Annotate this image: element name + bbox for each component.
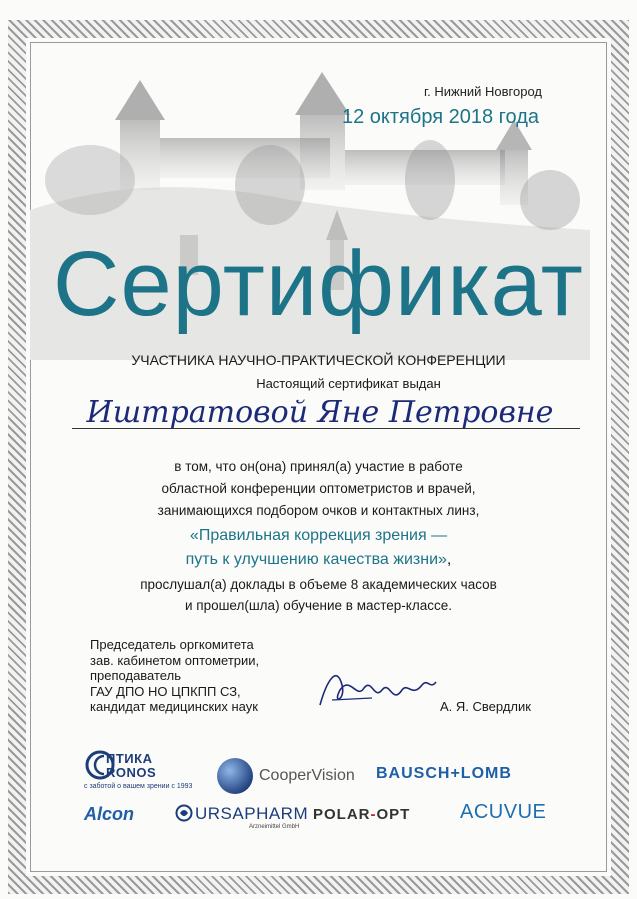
ursapharm-subtext: Arzneimittel GmbH <box>249 824 300 830</box>
issued-to-label: Настоящий сертификат выдан <box>256 376 441 391</box>
topic-line-2 <box>0 551 637 569</box>
body-line-2: областной конференции оптометристов и врачей, <box>161 481 476 496</box>
body-line-4: прослушал(а) доклады в объеме 8 академических часов <box>140 577 497 592</box>
signatory-titles <box>90 637 259 715</box>
signatory-name: А. Я. Свердлик <box>440 699 531 714</box>
optika-tagline: с заботой о вашем зрении с 1993 <box>84 783 193 790</box>
bausch-lomb-logo: BAUSCH+LOMB <box>376 765 512 782</box>
ursapharm-text: URSAPHARM <box>195 804 309 823</box>
coopervision-sphere-icon <box>215 756 255 796</box>
signatory-role-3: преподаватель <box>90 668 181 683</box>
optika-word-2: RONOS <box>106 765 157 780</box>
polar-right: OPT <box>376 806 411 823</box>
polar-left: POLAR <box>313 806 371 823</box>
topic-comma: , <box>446 551 452 568</box>
certificate-subtitle: УЧАСТНИКА НАУЧНО-ПРАКТИЧЕСКОЙ КОНФЕРЕНЦИИ <box>131 352 506 368</box>
ursapharm-swirl-icon <box>175 804 193 822</box>
acuvue-logo: ACUVUE <box>460 801 547 823</box>
handwritten-signature <box>312 660 442 720</box>
signatory-role-1: Председатель оргкомитета <box>90 637 254 652</box>
optika-word-1: ПТИКА <box>106 751 153 766</box>
body-line-1: в том, что он(она) принял(а) участие в работе <box>174 459 463 474</box>
recipient-name: Иштратовой Яне Петровне <box>86 395 554 430</box>
recipient-underline <box>72 428 580 429</box>
certificate-title: Сертификат <box>53 233 584 335</box>
signatory-role-5: кандидат медицинских наук <box>90 699 258 714</box>
body-line-3: занимающихся подбором очков и контактных линз, <box>157 503 480 518</box>
date: 12 октября 2018 года <box>341 106 539 128</box>
city: г. Нижний Новгород <box>423 84 542 99</box>
coopervision-text: CooperVision <box>259 767 355 784</box>
polar-dash: - <box>370 806 377 823</box>
alcon-logo: Alcon <box>84 804 135 824</box>
signatory-role-2: зав. кабинетом оптометрии, <box>90 652 260 668</box>
topic-line-1: «Правильная коррекция зрения — <box>189 527 448 544</box>
signatory-role-4: ГАУ ДПО НО ЦПКПП СЗ, <box>90 683 241 699</box>
polar-opt-logo <box>313 806 410 823</box>
topic-line-2-text: путь к улучшению качества жизни» <box>185 551 447 568</box>
body-line-5: и прошел(шла) обучение в мастер-классе. <box>184 598 453 613</box>
